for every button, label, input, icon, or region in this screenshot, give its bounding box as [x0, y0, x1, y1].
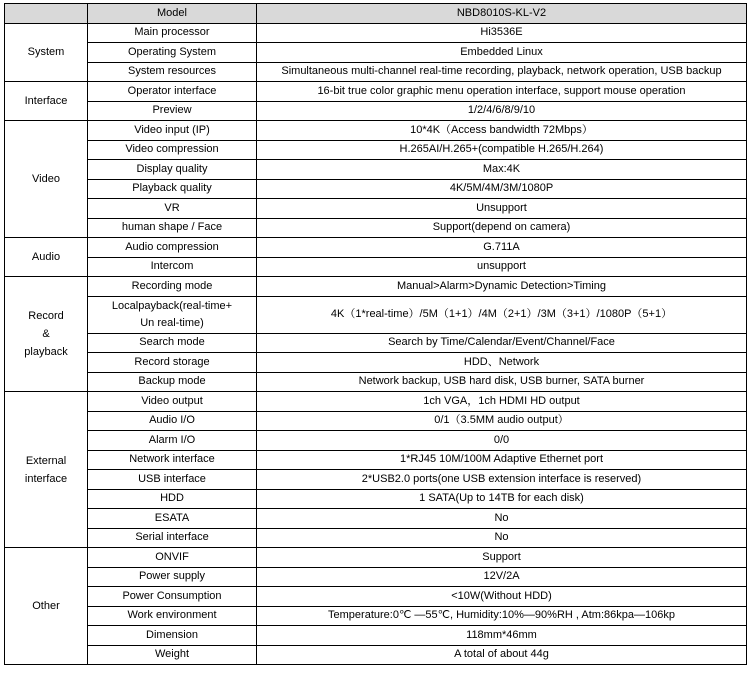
spec-label-text: ONVIF [155, 550, 189, 563]
spec-label [88, 62, 257, 82]
spec-value: unsupport [257, 257, 747, 277]
spec-label [88, 121, 257, 141]
category-label: System [27, 45, 65, 58]
spec-label [88, 431, 257, 451]
category-label: playback [24, 346, 68, 358]
category-label: Video [32, 172, 60, 185]
table-row [5, 179, 747, 199]
spec-value: Temperature:0℃ —55℃, Humidity:10%—90%RH , Atm:86kpa—106kp [257, 606, 747, 626]
spec-value: 1/2/4/6/8/9/10 [257, 101, 747, 121]
header-value: NBD8010S-KL-V2 [257, 4, 747, 24]
spec-value: Support(depend on camera) [257, 218, 747, 238]
spec-label [88, 101, 257, 121]
spec-value: Max:4K [257, 160, 747, 180]
table-row [5, 587, 747, 607]
category-label: Record [28, 310, 64, 322]
spec-label-text: USB interface [138, 472, 206, 485]
spec-label-text: Audio compression [125, 240, 219, 253]
spec-value: H.265AI/H.265+(compatible H.265/H.264) [257, 140, 747, 160]
table-row [5, 101, 747, 121]
spec-label-text: Recording mode [131, 279, 213, 292]
table-row [5, 238, 747, 258]
category-label: Audio [31, 250, 61, 263]
spec-label [88, 160, 257, 180]
spec-table-body [5, 4, 747, 665]
table-row [5, 470, 747, 490]
spec-label-text: Video output [141, 394, 203, 407]
category-label: interface [24, 472, 68, 485]
category-cell [5, 277, 88, 392]
spec-label [88, 82, 257, 102]
spec-label-text: Operating System [127, 45, 217, 58]
table-row [5, 392, 747, 412]
header-blank-cell [5, 4, 88, 24]
spec-value: 118mm*46mm [257, 626, 747, 646]
table-row [5, 199, 747, 219]
spec-value: Network backup, USB hard disk, USB burner, SATA burner [257, 372, 747, 392]
spec-label-text: Serial interface [135, 531, 209, 544]
table-row [5, 160, 747, 180]
spec-value: Search by Time/Calendar/Event/Channel/Face [257, 333, 747, 353]
table-row [5, 411, 747, 431]
table-row [5, 82, 747, 102]
spec-label [88, 548, 257, 568]
spec-label [88, 489, 257, 509]
category-cell [5, 23, 88, 82]
spec-label-text: Dimension [146, 628, 198, 641]
header-row [5, 4, 747, 24]
spec-label-text: Intercom [150, 260, 194, 273]
spec-value: 4K/5M/4M/3M/1080P [257, 179, 747, 199]
category-cell [5, 82, 88, 121]
spec-label-text: System resources [127, 65, 217, 78]
category-label: Interface [24, 94, 68, 107]
spec-label [88, 257, 257, 277]
spec-label-text: Main processor [134, 26, 210, 39]
spec-label-text: Work environment [127, 609, 217, 622]
spec-label-text: human shape / Face [121, 221, 223, 234]
spec-value: Unsupport [257, 199, 747, 219]
spec-value: 0/1（3.5MM audio output） [257, 411, 747, 431]
spec-label-text: VR [164, 201, 180, 214]
spec-label [88, 218, 257, 238]
spec-value: No [257, 528, 747, 548]
table-row [5, 450, 747, 470]
spec-value: 4K（1*real-time）/5M（1+1）/4M（2+1）/3M（3+1）/1080P（5+1） [257, 296, 747, 333]
spec-label-text: Alarm I/O [148, 433, 196, 446]
spec-label-text: HDD [160, 492, 184, 505]
spec-label-text: ESATA [154, 511, 190, 524]
table-row [5, 528, 747, 548]
header-label: Model [88, 4, 257, 24]
spec-value: 1ch VGA，1ch HDMI HD output [257, 392, 747, 412]
category-label: Other [32, 599, 60, 612]
spec-value: 2*USB2.0 ports(one USB extension interface is reserved) [257, 470, 747, 490]
spec-label-text: Power supply [138, 570, 206, 583]
table-row [5, 43, 747, 63]
table-row [5, 62, 747, 82]
table-row [5, 606, 747, 626]
table-row [5, 626, 747, 646]
spec-label [88, 411, 257, 431]
spec-value: Embedded Linux [257, 43, 747, 63]
spec-label-text: Record storage [134, 355, 210, 368]
spec-label [88, 140, 257, 160]
spec-label-text: Backup mode [138, 375, 206, 388]
category-cell [5, 121, 88, 238]
spec-value: Hi3536E [257, 23, 747, 43]
spec-value: Support [257, 548, 747, 568]
spec-table [4, 3, 747, 665]
spec-label [88, 333, 257, 353]
spec-label-text: Localpayback(real-time+ [111, 299, 233, 312]
table-row [5, 277, 747, 297]
spec-value: 10*4K（Access bandwidth 72Mbps） [257, 121, 747, 141]
spec-label [88, 238, 257, 258]
spec-label-text: Operator interface [127, 84, 217, 97]
table-row [5, 567, 747, 587]
table-row [5, 218, 747, 238]
spec-value: 1*RJ45 10M/100M Adaptive Ethernet port [257, 450, 747, 470]
spec-value: 12V/2A [257, 567, 747, 587]
spec-value: 0/0 [257, 431, 747, 451]
category-cell [5, 392, 88, 548]
spec-label-text: Preview [152, 104, 192, 117]
table-row [5, 353, 747, 373]
spec-label [88, 43, 257, 63]
spec-label-text: Search mode [139, 336, 205, 349]
spec-label [88, 645, 257, 665]
spec-label-text: Playback quality [132, 182, 212, 195]
table-row [5, 296, 747, 333]
spec-label-text: Video compression [125, 143, 219, 156]
spec-value: Simultaneous multi-channel real-time recording, playback, network operation, USB backup [257, 62, 747, 82]
spec-label [88, 509, 257, 529]
table-row [5, 548, 747, 568]
spec-label-text: Audio I/O [149, 414, 195, 427]
spec-label [88, 179, 257, 199]
spec-value: A total of about 44g [257, 645, 747, 665]
spec-label [88, 606, 257, 626]
spec-label [88, 372, 257, 392]
category-label: External [25, 454, 67, 467]
table-row [5, 257, 747, 277]
table-row [5, 509, 747, 529]
table-row [5, 140, 747, 160]
table-row [5, 489, 747, 509]
category-label: & [42, 328, 50, 340]
spec-label [88, 528, 257, 548]
spec-label [88, 296, 257, 333]
spec-value: HDD、Network [257, 353, 747, 373]
spec-label-text: Video input (IP) [134, 123, 210, 136]
spec-value: G.711A [257, 238, 747, 258]
table-row [5, 333, 747, 353]
spec-value: 1 SATA(Up to 14TB for each disk) [257, 489, 747, 509]
spec-label-text: Display quality [136, 162, 208, 175]
spec-label [88, 587, 257, 607]
spec-value: 16-bit true color graphic menu operation interface, support mouse operation [257, 82, 747, 102]
spec-label [88, 23, 257, 43]
spec-value: Manual>Alarm>Dynamic Detection>Timing [257, 277, 747, 297]
spec-label [88, 353, 257, 373]
table-row [5, 645, 747, 665]
spec-value: No [257, 509, 747, 529]
spec-label-text: Network interface [129, 453, 215, 466]
spec-value: <10W(Without HDD) [257, 587, 747, 607]
spec-label-text: Weight [154, 648, 190, 661]
spec-label [88, 199, 257, 219]
spec-label [88, 392, 257, 412]
spec-label [88, 567, 257, 587]
spec-label [88, 450, 257, 470]
spec-label [88, 470, 257, 490]
category-cell [5, 548, 88, 665]
spec-label [88, 626, 257, 646]
table-row [5, 23, 747, 43]
spec-label-text-line2: Un real-time) [140, 316, 204, 329]
table-row [5, 431, 747, 451]
table-row [5, 372, 747, 392]
spec-label-text: Power Consumption [122, 589, 222, 602]
table-row [5, 121, 747, 141]
category-cell [5, 238, 88, 277]
spec-label [88, 277, 257, 297]
